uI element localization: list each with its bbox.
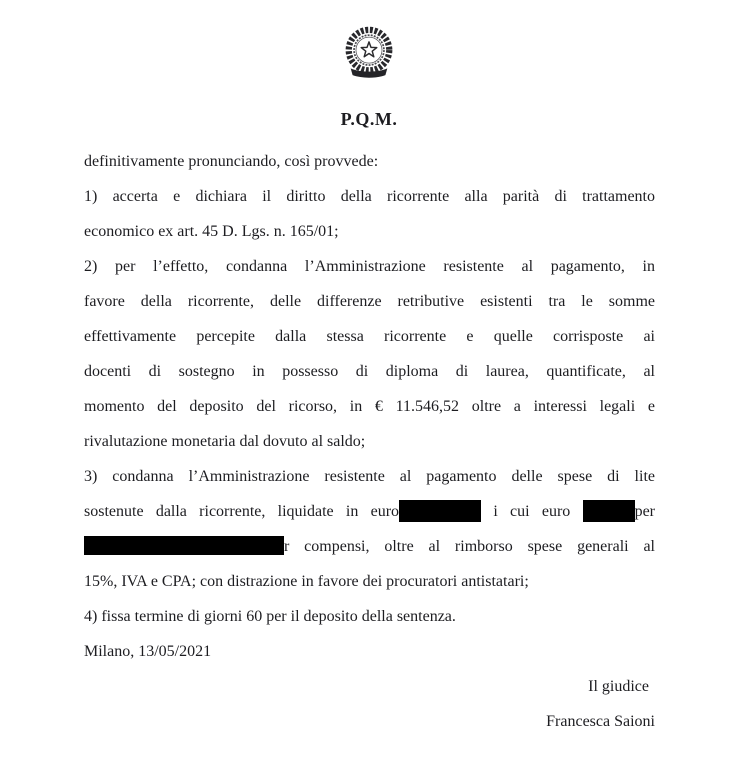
body-line-redacted [84,529,655,564]
body-line: 1) accerta e dichiara il diritto della ricorrente alla parità di trattamento [84,188,655,205]
judgment-body [84,144,655,669]
place-date-line: Milano, 13/05/2021 [84,643,212,660]
body-line: momento del deposito del ricorso, in € 11.546,52 oltre a interessi legali e [84,398,655,415]
line-segment: per [634,503,656,520]
judge-role: Il giudice [588,678,649,695]
line-segment: sostenute dalla ricorrente, liquidate in euro [84,503,400,520]
redaction-bar [84,536,284,555]
body-line: favore della ricorrente, delle differenze retributive esistenti tra le somme [84,293,655,310]
line-segment: i cui euro [493,503,571,520]
judge-name: Francesca Saioni [546,713,655,730]
ribbon-banner [351,68,388,77]
redaction-bar [583,500,635,522]
signature-block [84,669,655,739]
redaction-bar [399,500,481,522]
pqm-heading: P.Q.M. [340,109,398,129]
line-segment: r compensi, oltre al rimborso spese generali al [284,538,655,555]
body-line: 4) fissa termine di giorni 60 per il deposito della sentenza. [84,608,456,625]
body-line: definitivamente pronunciando, così provvede: [84,153,379,170]
emblem-graphic [340,26,398,80]
body-line: docenti di sostegno in possesso di diploma di laurea, quantificate, al [84,363,655,380]
body-line: economico ex art. 45 D. Lgs. n. 165/01; [84,223,339,240]
body-line: 3) condanna l’Amministrazione resistente al pagamento delle spese di lite [84,468,655,485]
italian-republic-emblem [340,26,398,80]
body-line: 2) per l’effetto, condanna l’Amministrazione resistente al pagamento, in [84,258,655,275]
body-line: effettivamente percepite dalla stessa ricorrente e quelle corrisposte ai [84,328,655,345]
body-line: 15%, IVA e CPA; con distrazione in favore dei procuratori antistatari; [84,573,529,590]
body-line-redacted [84,494,655,529]
body-line: rivalutazione monetaria dal dovuto al saldo; [84,433,366,450]
